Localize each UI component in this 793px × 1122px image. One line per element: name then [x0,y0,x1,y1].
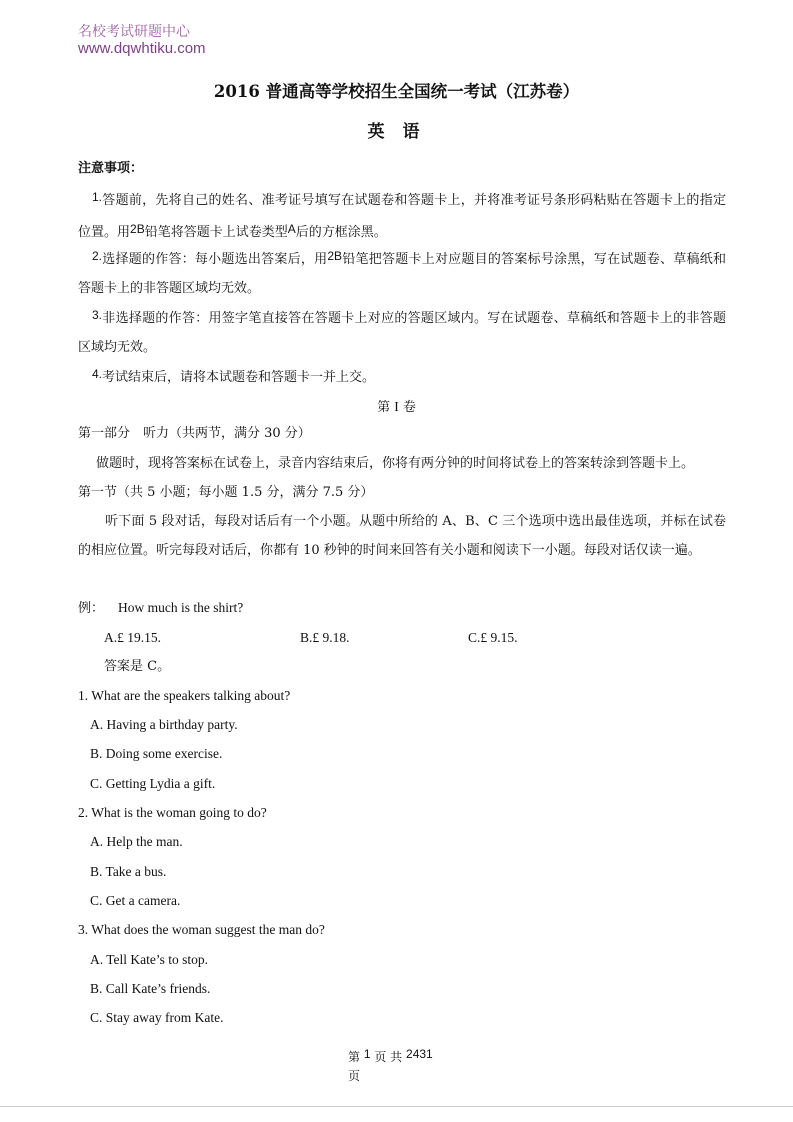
watermark-name: 名校考试研题中心 [78,24,190,40]
question-2-option-a: A. Help the man. [90,834,183,849]
subject-title: 英 语 [367,122,426,142]
section1-heading: 第一节（共 5 小题；每小题 1.5 分，满分 7.5 分） [78,485,374,500]
notice-item-4 [78,360,726,392]
part1-instruction: 做题时，现将答案标在试卷上，录音内容结束后，你将有两分钟的时间将试卷上的答案转涂到答题卡上。 [96,456,695,471]
notice-item-text: 后的方框涂黑。 [295,225,387,240]
example-option-a: A.£ 19.15. [104,630,161,645]
question-1-option-c: C. Getting Lydia a gift. [90,776,216,791]
question-2-option-b: B. Take a bus. [90,864,167,879]
volume-heading: 第 I 卷 [377,399,416,415]
pencil-code: 2B [130,222,145,236]
notice-item-text: 非选择题的作答：用签字笔直接答在答题卡上对应的答题区域内。写在试题卷、草稿纸和答题卡上的非答题区域均无效。 [78,311,726,355]
notice-item-number: 4. [92,367,103,381]
example-question: How much is the shirt? [118,600,244,615]
question-3: 3. What does the woman suggest the man do? [78,922,325,937]
question-2-option-c: C. Get a camera. [90,893,181,908]
notice-item-1 [78,183,726,247]
example-line [78,593,243,623]
page-number: 1 [363,1047,371,1061]
pencil-code: 2B [327,249,343,263]
example-answer: 答案是 C。 [104,659,171,674]
notice-item-number: 2. [92,249,103,263]
notice-item-text: 铅笔把答题卡上对应题目的答案标号涂黑，写在试题卷、草稿纸和答题卡上的非答题区域均无效。 [78,252,726,296]
notice-item-text: 选择题的作答：每小题选出答案后，用 [102,252,328,267]
section1-instruction: 听下面 5 段对话，每段对话后有一个小题。从题中所给的 A、B、C 三个选项中选出最佳选项，并标在试卷的相应位置。听完每段对话后，你都有 10 秒钟的时间来回答有关小题和阅读下一小题。每段对话仅读一遍。 [78,514,726,558]
notice-item-text: 答题前，先将自己的姓名、准考证号填写在试题卷和答题卡上，并将准考证号条形码粘贴在答题卡上的指定位置。用 [78,193,726,240]
page-total: 2431 [406,1047,433,1061]
notice-item-2 [78,242,726,303]
question-1-option-a: A. Having a birthday party. [90,717,238,732]
example-label: 例： [78,601,105,616]
notice-item-text: 铅笔将答题卡上试卷类型 [144,225,288,240]
notice-item-text: 考试结束后，请将本试题卷和答题卡一并上交。 [102,370,376,385]
watermark-url[interactable]: www.dqwhtiku.com [78,40,206,57]
notice-item-number: 3. [92,308,103,322]
example-option-b: B.£ 9.18. [300,630,350,645]
paper-type-code: A [287,222,296,236]
part1-heading: 第一部分 听力（共两节，满分 30 分） [78,426,311,441]
question-3-option-c: C. Stay away from Kate. [90,1010,224,1025]
page-title: 2016 普通高等学校招生全国统一考试（江苏卷） [213,82,580,101]
notice-item-3 [78,301,726,362]
question-1: 1. What are the speakers talking about? [78,688,291,703]
page-footer-suffix: 页 [348,1069,361,1083]
notice-heading: 注意事项： [78,161,144,176]
question-2: 2. What is the woman going to do? [78,805,267,820]
page-bottom-rule [0,1106,793,1107]
notice-item-number: 1. [92,190,103,204]
question-3-option-a: A. Tell Kate’s to stop. [90,952,209,967]
page-footer: 第 1 页 共 2431 [348,1047,433,1064]
question-1-option-b: B. Doing some exercise. [90,746,223,761]
example-option-c: C.£ 9.15. [468,630,518,645]
question-3-option-b: B. Call Kate’s friends. [90,981,211,996]
